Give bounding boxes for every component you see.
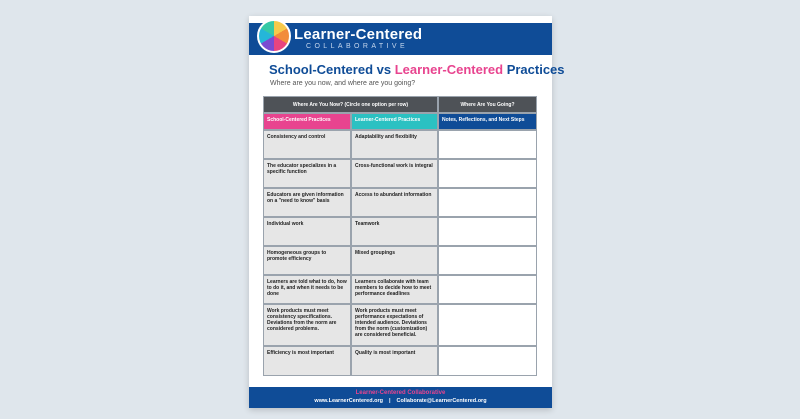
title-part-1: School-Centered vs [269,62,395,77]
table-row [263,304,537,346]
learner-practice-cell[interactable]: Mixed groupings [351,246,438,275]
table-row [263,217,537,246]
notes-cell[interactable] [438,130,537,159]
table-top-row [263,96,537,113]
school-practice-cell[interactable]: Educators are given information on a "need to know" basis [263,188,351,217]
header-bar [249,23,552,55]
footer-bar [249,387,552,408]
school-practice-cell[interactable]: Individual work [263,217,351,246]
notes-cell[interactable] [438,159,537,188]
worksheet-page [249,16,565,408]
notes-cell[interactable] [438,346,537,376]
school-practice-cell[interactable]: Homogeneous groups to promote efficiency [263,246,351,275]
logo-sub-text: COLLABORATIVE [306,43,409,50]
school-practice-cell[interactable]: Consistency and control [263,130,351,159]
learner-practice-cell[interactable]: Access to abundant information [351,188,438,217]
table-row [263,275,537,304]
learner-practice-cell[interactable]: Quality is most important [351,346,438,376]
notes-cell[interactable] [438,275,537,304]
table-row [263,188,537,217]
learner-practice-cell[interactable]: Learners collaborate with team members to decide how to meet performance deadlines [351,275,438,304]
notes-cell[interactable] [438,246,537,275]
page-title [269,62,565,77]
footer-links [249,398,552,404]
table-row [263,159,537,188]
school-practice-cell[interactable]: Efficiency is most important [263,346,351,376]
title-part-2: Learner-Centered [394,62,504,77]
footer-separator: | [388,398,391,404]
learner-practice-cell[interactable]: Work products must meet performance expectations of intended audience. Deviations from the norm (customization) are considered beneficial. [351,304,438,346]
table-header-row [263,113,537,130]
notes-header: Notes, Reflections, and Next Steps [438,113,537,130]
logo-main-text: Learner-Centered [294,26,423,43]
school-practice-cell[interactable]: Learners are told what to do, how to do it, and when it needs to be done [263,275,351,304]
email-link[interactable]: Collaborate@LearnerCentered.org [396,398,487,404]
footer-title: Learner-Centered Collaborative [355,390,446,396]
practices-table [263,96,537,376]
website-link[interactable]: www.LearnerCentered.org [314,398,383,404]
learner-centered-header: Learner-Centered Practices [351,113,438,130]
table-row [263,346,537,376]
learner-practice-cell[interactable]: Teamwork [351,217,438,246]
notes-cell[interactable] [438,304,537,346]
learner-practice-cell[interactable]: Adaptability and flexibility [351,130,438,159]
logo-circle-icon [257,19,291,53]
table-row [263,246,537,275]
where-going-header: Where Are You Going? [438,96,537,113]
title-part-3: Practices [503,62,565,77]
notes-cell[interactable] [438,217,537,246]
where-now-header: Where Are You Now? (Circle one option per row) [263,96,438,113]
school-centered-header: School-Centered Practices [263,113,351,130]
table-row [263,130,537,159]
learner-practice-cell[interactable]: Cross-functional work is integral [351,159,438,188]
notes-cell[interactable] [438,188,537,217]
school-practice-cell[interactable]: Work products must meet consistency specifications. Deviations from the norm are considered problems. [263,304,351,346]
page-subtitle: Where are you now, and where are you going? [270,80,416,87]
school-practice-cell[interactable]: The educator specializes in a specific function [263,159,351,188]
